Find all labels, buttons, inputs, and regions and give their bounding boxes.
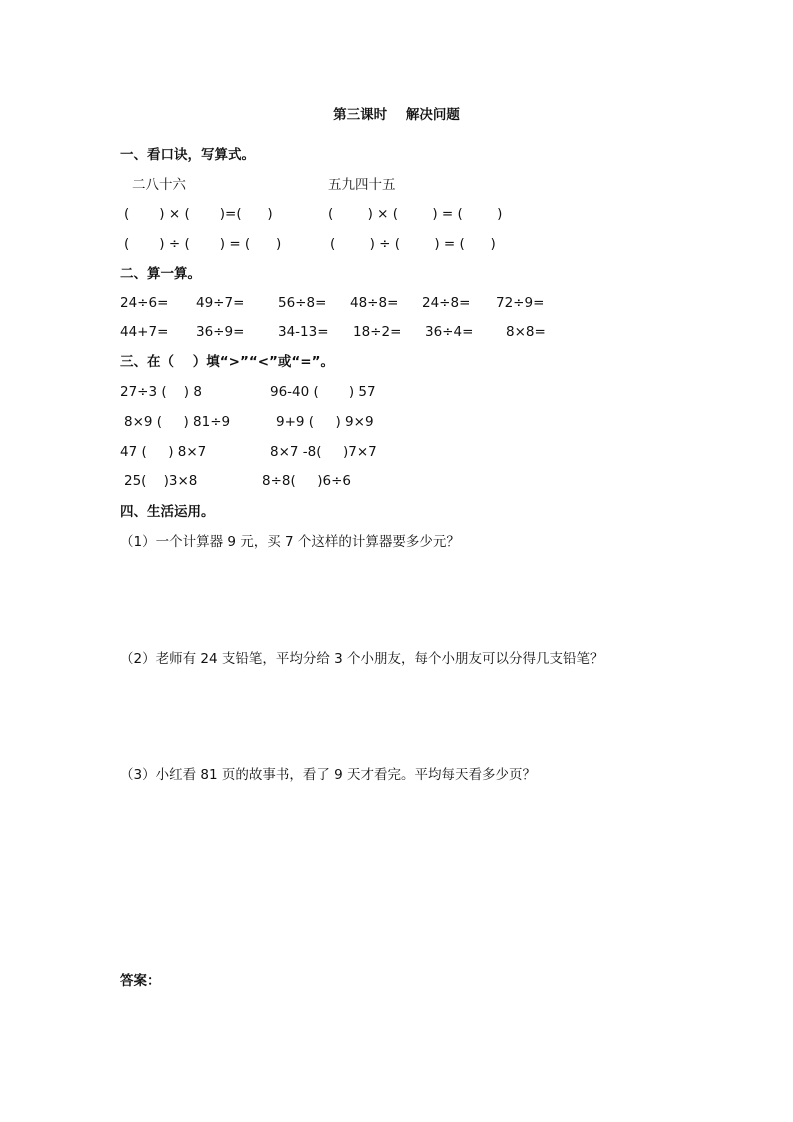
calc-item: 56÷8= bbox=[278, 295, 327, 311]
section4-heading: 四、生活运用。 bbox=[120, 504, 215, 520]
calc-item: 34-13= bbox=[278, 324, 329, 340]
calc-item: 24÷8= bbox=[422, 295, 471, 311]
answer-label: 答案： bbox=[120, 973, 161, 989]
section2-heading: 二、算一算。 bbox=[120, 266, 201, 282]
section3-heading: 三、在（ ）填“>”“<”或“=”。 bbox=[120, 354, 334, 370]
calc-item: 44+7= bbox=[120, 324, 169, 340]
compare-item: 8×9 ( ) 81÷9 bbox=[124, 414, 231, 430]
compare-item: 47 ( ) 8×7 bbox=[120, 444, 207, 460]
compare-item: 27÷3 ( ) 8 bbox=[120, 384, 202, 400]
page-title: 第三课时 解决问题 bbox=[333, 107, 460, 123]
compare-item: 9+9 ( ) 9×9 bbox=[276, 414, 374, 430]
compare-item: 25( )3×8 bbox=[124, 473, 198, 489]
word-problem-1: （1）一个计算器 9 元，买 7 个这样的计算器要多少元？ bbox=[120, 534, 460, 550]
calc-item: 49÷7= bbox=[196, 295, 245, 311]
calc-item: 18÷2= bbox=[353, 324, 402, 340]
compare-item: 96-40 ( ) 57 bbox=[270, 384, 376, 400]
calc-item: 24÷6= bbox=[120, 295, 169, 311]
calc-item: 72÷9= bbox=[496, 295, 545, 311]
calc-item: 8×8= bbox=[506, 324, 546, 340]
rhyme-left: 二八十六 bbox=[132, 177, 186, 193]
compare-item: 8×7 -8( )7×7 bbox=[270, 444, 377, 460]
div-row-left: ( ) ÷ ( ) = ( ) bbox=[124, 236, 282, 252]
rhyme-right: 五九四十五 bbox=[328, 177, 396, 193]
mult-row-right: ( ) × ( ) = ( ) bbox=[328, 206, 503, 222]
word-problem-2: （2）老师有 24 支铅笔，平均分给 3 个小朋友，每个小朋友可以分得几支铅笔？ bbox=[120, 651, 604, 667]
word-problem-3: （3）小红看 81 页的故事书，看了 9 天才看完。平均每天看多少页？ bbox=[120, 767, 537, 783]
section1-heading: 一、看口诀，写算式。 bbox=[120, 147, 255, 163]
calc-item: 36÷9= bbox=[196, 324, 245, 340]
mult-row-left: ( ) × ( )=( ) bbox=[124, 206, 273, 222]
div-row-right: ( ) ÷ ( ) = ( ) bbox=[330, 236, 496, 252]
calc-item: 36÷4= bbox=[425, 324, 474, 340]
compare-item: 8÷8( )6÷6 bbox=[262, 473, 351, 489]
calc-item: 48÷8= bbox=[350, 295, 399, 311]
